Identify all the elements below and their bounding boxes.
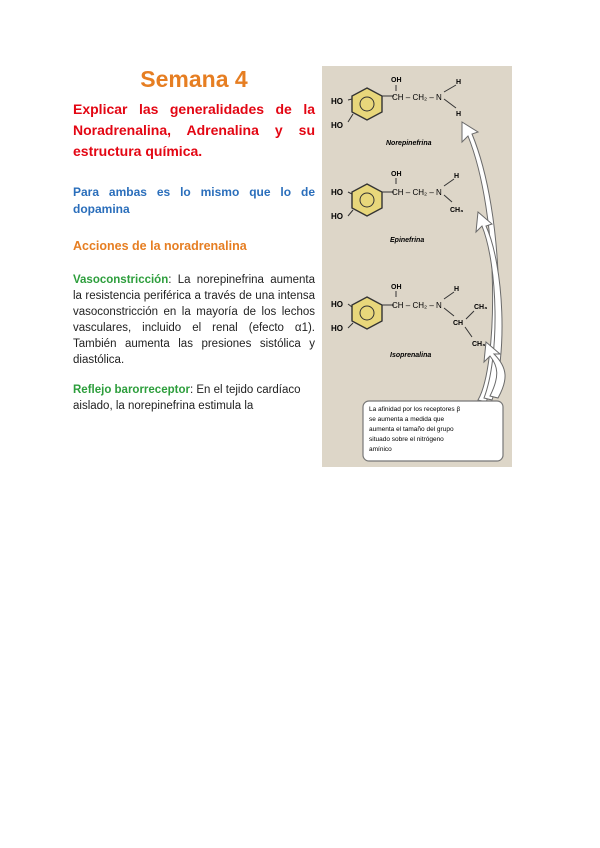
intro-paragraph: Para ambas es lo mismo que lo de dopamina: [73, 185, 315, 216]
h-label: H: [454, 173, 460, 180]
molecule-name: Isoprenalina: [390, 352, 432, 359]
ho-label: HO: [331, 300, 343, 309]
ch3-label: CH₃: [472, 341, 486, 348]
ho-label: HO: [331, 324, 343, 333]
oh-label: OH: [391, 171, 402, 178]
baroreflex-text: : En el tejido cardíaco aislado, la norepinefrina estimula la: [73, 384, 301, 412]
vasoconstriction-label: Vasoconstricción: [73, 274, 169, 286]
vasoconstriction-text: : La norepinefrina aumenta la resistencia periférica a través de una intensa vasoconstricción en la mayoría de los lechos vasculares, incluido el renal (efecto α1). También aumenta las presiones sistólica y diastólica.: [73, 274, 315, 366]
molecule-isoprenalina: [331, 284, 487, 359]
molecule-name: Norepinefrina: [386, 140, 432, 147]
molecule-name: Epinefrina: [390, 237, 425, 244]
h-label: H: [456, 79, 462, 86]
subtitle: Explicar las generalidades de la Noradrenalina, Adrenalina y su estructura química.: [73, 101, 315, 159]
ch3-label: CH₃: [474, 304, 488, 311]
ho-label: HO: [331, 121, 343, 130]
caption-line: situado sobre el nitrógeno: [369, 436, 444, 443]
caption-line: La afinidad por los receptores β: [369, 406, 461, 413]
caption-line: aumenta el tamaño del grupo: [369, 426, 454, 433]
baroreflex-paragraph: [73, 382, 315, 414]
oh-label: OH: [391, 284, 402, 291]
chain-label: CH – CH₂ – N: [392, 93, 442, 102]
caption-line: amínico: [369, 446, 392, 453]
vasoconstriction-paragraph: [73, 272, 315, 368]
chain-label: CH – CH₂ – N: [392, 188, 442, 197]
text-column: [73, 66, 315, 414]
ch3-label: CH₃: [450, 207, 464, 214]
arrows: [462, 122, 505, 402]
caption-box: [363, 401, 503, 461]
chemical-structures-figure: [322, 66, 512, 467]
ch-label: CH: [453, 320, 464, 327]
caption-line: se aumenta a medida que: [369, 416, 445, 423]
ho-label: HO: [331, 97, 343, 106]
h-label: H: [454, 286, 460, 293]
page-title: Semana 4: [140, 66, 248, 92]
molecule-norepinefrina: [331, 77, 461, 147]
oh-label: OH: [391, 77, 402, 84]
molecule-epinefrina: [331, 171, 463, 244]
ho-label: HO: [331, 188, 343, 197]
chain-label: CH – CH₂ – N: [392, 301, 442, 310]
baroreflex-label: Reflejo barorreceptor: [73, 384, 190, 396]
section-heading: Acciones de la noradrenalina: [73, 239, 247, 253]
ho-label: HO: [331, 212, 343, 221]
h-label: H: [456, 111, 462, 118]
